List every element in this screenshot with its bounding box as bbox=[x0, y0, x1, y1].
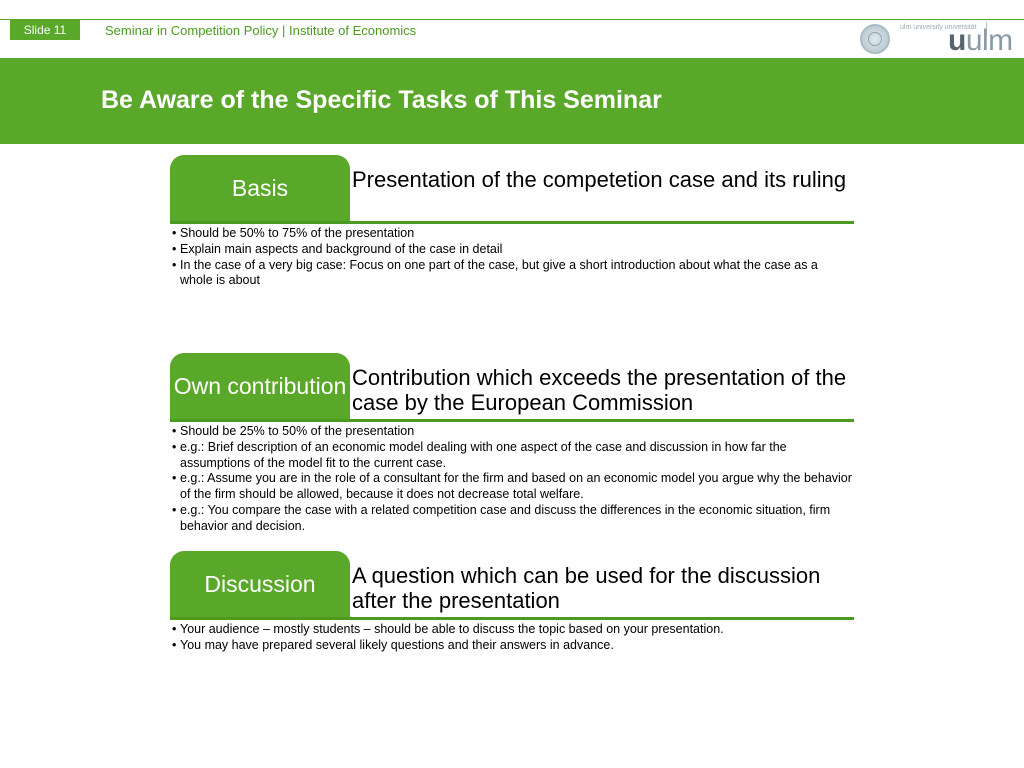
section-discussion bbox=[170, 551, 854, 661]
section-basis bbox=[170, 155, 854, 295]
section-rule bbox=[170, 419, 854, 422]
bullet-item: • Should be 50% to 75% of the presentation bbox=[170, 226, 854, 242]
bullet-list bbox=[170, 424, 854, 535]
university-logo bbox=[948, 26, 1013, 56]
tab-own-contribution: Own contribution bbox=[170, 353, 350, 419]
tab-discussion: Discussion bbox=[170, 551, 350, 617]
logo-caption: ulm university universität bbox=[900, 24, 977, 31]
tab-basis: Basis bbox=[170, 155, 350, 221]
bullet-item: • Your audience – mostly students – should be able to discuss the topic based on your presentation. bbox=[170, 622, 854, 638]
section-rule bbox=[170, 221, 854, 224]
section-headline: Contribution which exceeds the presentation of the case by the European Commission bbox=[352, 365, 847, 415]
bullet-item: • e.g.: Brief description of an economic model dealing with one aspect of the case and discussion in how far the assumptions of the model fit to the current case. bbox=[170, 440, 854, 472]
bullet-list bbox=[170, 226, 854, 289]
bullet-item: • e.g.: Assume you are in the role of a consultant for the firm and based on an economic model you argue why the behavior of the firm should be allowed, because it does not decrease total welfare. bbox=[170, 471, 854, 503]
bullet-item: • You may have prepared several likely questions and their answers in advance. bbox=[170, 638, 854, 654]
seal-inner-ring bbox=[868, 32, 882, 46]
bullet-item: • Should be 25% to 50% of the presentation bbox=[170, 424, 854, 440]
bullet-list bbox=[170, 622, 854, 654]
logo-wordmark-bold: u bbox=[948, 24, 966, 57]
section-headline: Presentation of the competetion case and its ruling bbox=[352, 167, 847, 192]
logo-wordmark-rest: ulm bbox=[965, 24, 1013, 57]
header-breadcrumb: Seminar in Competition Policy | Institute of Economics bbox=[105, 23, 417, 38]
section-own-contribution bbox=[170, 353, 854, 538]
bullet-item: • In the case of a very big case: Focus on one part of the case, but give a short introduction about what the case as a whole is about bbox=[170, 258, 854, 290]
title-band bbox=[0, 58, 1024, 144]
bullet-item: • e.g.: You compare the case with a related competition case and discuss the differences in the economic situation, firm behavior and decision. bbox=[170, 503, 854, 535]
slide-title: Be Aware of the Specific Tasks of This Seminar bbox=[101, 86, 662, 114]
header-divider bbox=[0, 19, 1024, 20]
slide-number-badge: Slide 11 bbox=[10, 20, 80, 40]
section-headline: A question which can be used for the discussion after the presentation bbox=[352, 563, 821, 613]
section-rule bbox=[170, 617, 854, 620]
bullet-item: • Explain main aspects and background of the case in detail bbox=[170, 242, 854, 258]
university-seal-icon bbox=[860, 24, 890, 54]
